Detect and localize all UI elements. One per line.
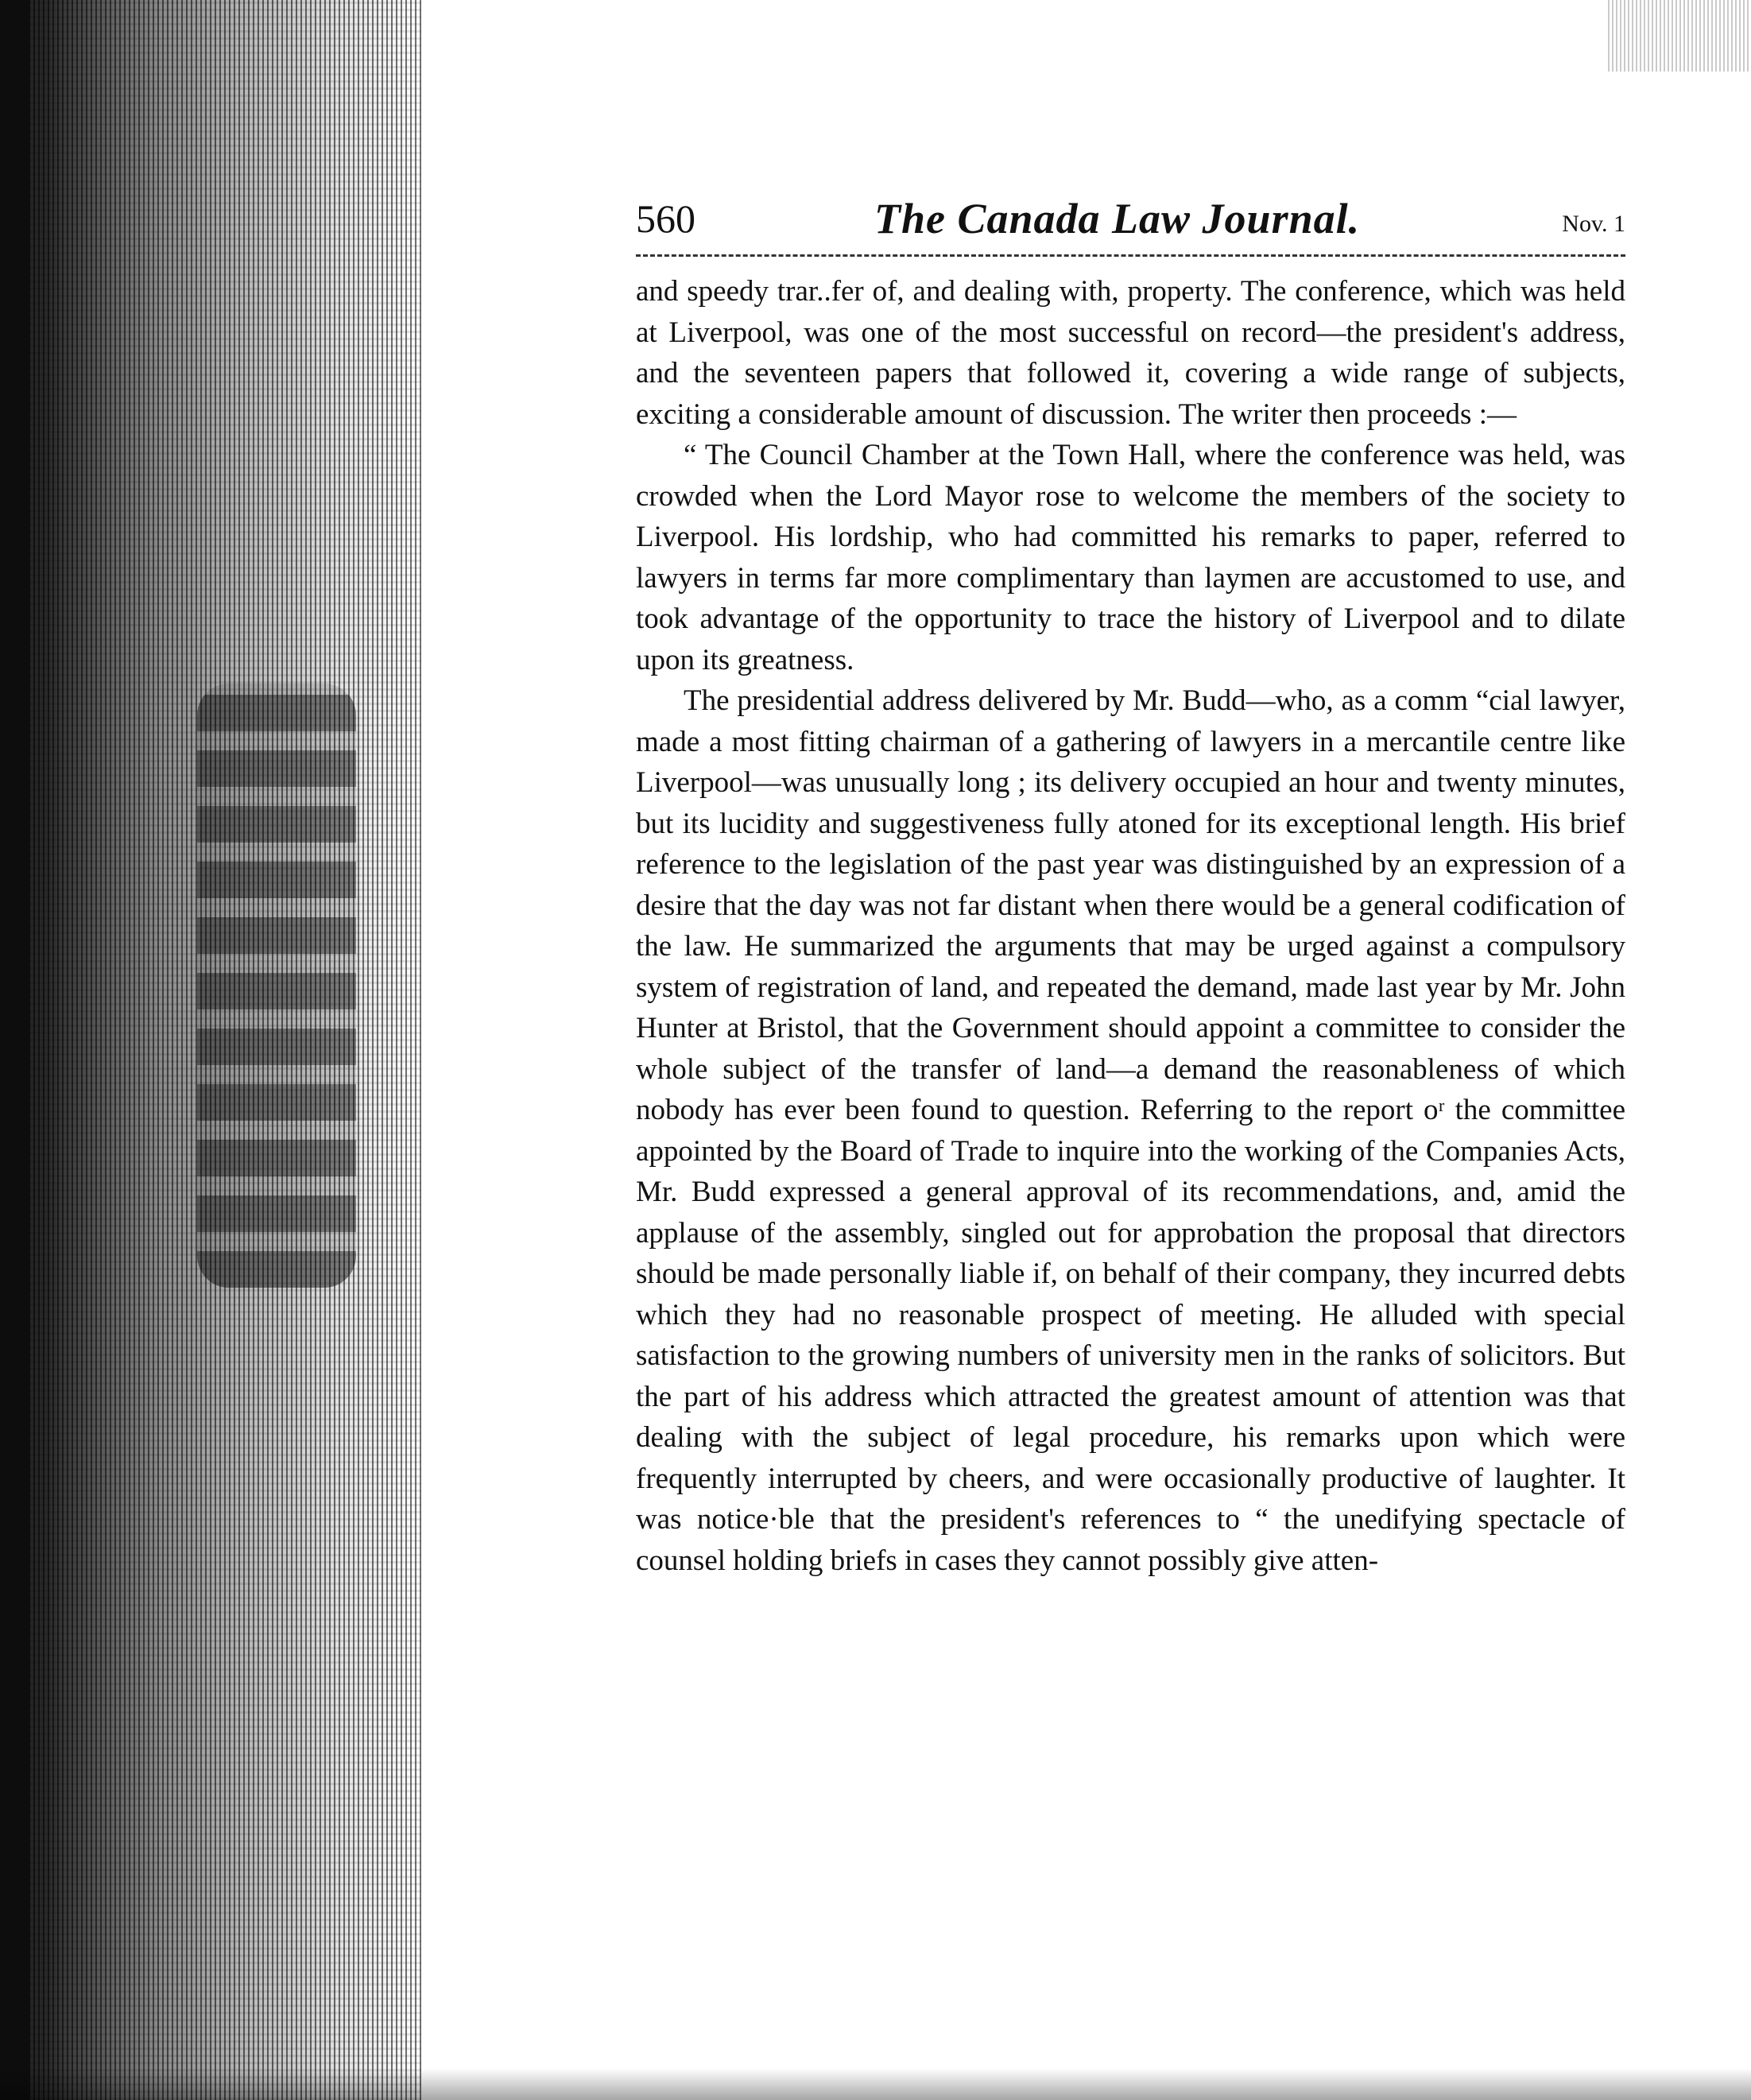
page-number: 560 xyxy=(636,196,695,241)
spine-stamp-mark xyxy=(197,684,356,1288)
scan-bottom-shadow xyxy=(0,2068,1751,2100)
article-body xyxy=(636,271,1625,1581)
running-head xyxy=(636,191,1625,257)
paragraph-3: The presidential address delivered by Mr. Budd—who, as a comm “cial lawyer, made a most fitting chairman of a gathering of lawyers in a mercantile centre like Liverpool—was unusually long ; its delivery occupied an hour and twenty minutes, but its lucidity and suggestiveness fully atoned for its exceptional length. His brief reference to the legislation of the past year was distinguished by an expression of a desire that the day was not far distant when there would be a general codification of the law. He summarized the arguments that may be urged against a compulsory system of registration of land, and repeated the demand, made last year by Mr. John Hunter at Bristol, that the Government should appoint a committee to consider the whole subject of the transfer of land—a demand the reasonableness of which nobody has ever been found to question. Referring to the report oʳ the committee appointed by the Board of Trade to inquire into the working of the Companies Acts, Mr. Budd expressed a general approval of its recommendations, and, amid the applause of the assembly, singled out for approbation the proposal that directors should be made personally liable if, on behalf of their company, they incurred debts which they had no reasonable prospect of meeting. He alluded with special satisfaction to the growing numbers of university men in the ranks of solicitors. But the part of his address which attracted the greatest amount of attention was that dealing with the subject of legal procedure, his remarks upon which were frequently interrupted by cheers, and were occasionally productive of laughter. It was notice·ble that the president's references to “ the unedifying spectacle of counsel holding briefs in cases they cannot possibly give atten- xyxy=(636,684,1625,1577)
journal-page xyxy=(636,191,1625,1581)
book-spine-edge xyxy=(0,0,30,2100)
paragraph-2: “ The Council Chamber at the Town Hall, where the conference was held, was crowded when the Lord Mayor rose to welcome the members of the society to Liverpool. His lordship, who had committed his remarks to paper, referred to lawyers in terms far more complimentary than laymen are accustomed to use, and took advantage of the opportunity to trace the history of Liverpool and to dilate upon its greatness. xyxy=(636,439,1625,676)
scan-edge-shadow xyxy=(1608,0,1751,72)
paragraph-1: and speedy trar..fer of, and dealing with, property. The conference, which was held at Liverpool, was one of the most successful on record—the president's address, and the seventeen papers that followed it, covering a wide range of subjects, exciting a considerable amount of discussion. The writer then proceeds :— xyxy=(636,275,1625,431)
journal-title: The Canada Law Journal. xyxy=(874,195,1361,242)
issue-date: Nov. 1 xyxy=(1562,211,1625,237)
